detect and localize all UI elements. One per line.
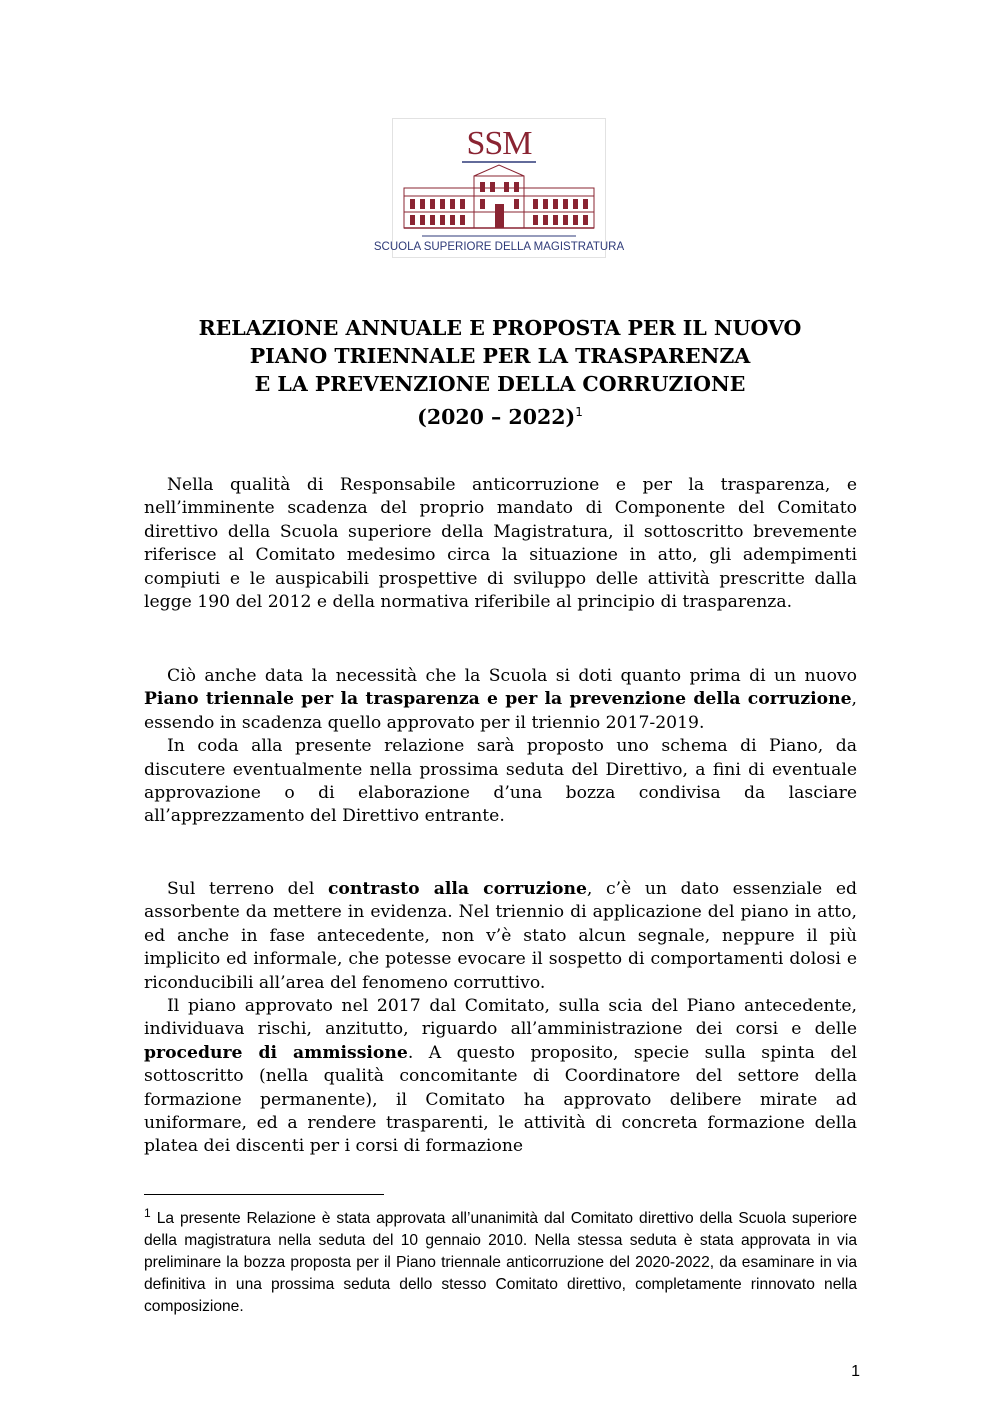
footnote-ref[interactable]: 1 — [575, 405, 583, 419]
ssm-logo — [373, 118, 625, 258]
paragraph-2-bold: Piano triennale per la trasparenza e per la prevenzione della corruzione — [144, 689, 852, 710]
paragraph-2-text-a: Ciò anche data la necessità che la Scuola si doti quanto prima di un nuovo — [167, 666, 857, 686]
title-line-3: E LA PREVENZIONE DELLA CORRUZIONE — [254, 372, 746, 396]
footnote-text: La presente Relazione è stata approvata all’unanimità dal Comitato direttivo della Scuola superiore della magistratura nella seduta del 10 gennaio 2010. Nella stessa seduta è stata approvata in via preliminare la bozza proposta per il Piano triennale anticorruzione del 2020-2022, da esaminare in via definitiva in una prossima seduta dello stesso Comitato direttivo, completamente rinnovato nella composizione. — [144, 1210, 857, 1315]
paragraph-5-text-b: . A questo proposito, specie sulla spinta del sottoscritto (nella qualità concomitante di Coordinatore del settore della formazione permanente), il Comitato ha approvato delibere mirate ad uniformare, ed a rendere trasparenti, le attività di concreta formazione della platea dei discenti per i corsi di formazione — [144, 1042, 857, 1157]
title-line-1: RELAZIONE ANNUALE E PROPOSTA PER IL NUOVO — [198, 316, 802, 340]
page-number: 1 — [851, 1363, 860, 1380]
svg-text:SSM: SSM — [466, 125, 532, 162]
paragraph-5-bold: procedure di ammissione — [144, 1042, 408, 1063]
footnote — [144, 1202, 857, 1318]
paragraph-5-text-a: Il piano approvato nel 2017 dal Comitato, sulla scia del Piano antecedente, individuava rischi, anzitutto, riguardo all’amministrazione dei corsi e delle — [144, 996, 857, 1040]
paragraph-2 — [144, 665, 857, 735]
footnote-number: 1 — [144, 1206, 151, 1220]
paragraph-4-text-b: , c’è un dato essenziale ed assorbente da mettere in evidenza. Nel triennio di applicazione del piano in atto, ed anche in fase antecedente, non v’è stato alcun segnale, neppure il più implicito ed informale, che potesse evocare il sospetto di comportamenti dolosi e riconducibili all’area del fenomeno corruttivo. — [144, 879, 857, 993]
title-years: (2020 – 2022) — [417, 405, 576, 429]
title-line-2: PIANO TRIENNALE PER LA TRASPARENZA — [249, 344, 751, 368]
paragraph-4 — [144, 878, 857, 995]
paragraph-4-text-a: Sul terreno del — [167, 879, 328, 899]
paragraph-1: Nella qualità di Responsabile anticorruzione e per la trasparenza, e nell’imminente scadenza del proprio mandato di Componente del Comitato direttivo della Scuola superiore della Magistratura, il sottoscritto brevemente riferisce al Comitato medesimo circa la situazione in atto, gli adempimenti compiuti e le auspicabili prospettive di sviluppo delle attività prescritte dalla legge 190 del 2012 e della normativa riferibile al principio di trasparenza. — [144, 475, 857, 613]
paragraph-3: In coda alla presente relazione sarà proposto uno schema di Piano, da discutere eventualmente nella prossima seduta del Direttivo, a fini di eventuale approvazione o di elaborazione d’una bozza condivisa da lasciare all’apprezzamento del Direttivo entrante. — [144, 736, 857, 827]
body-section-1 — [144, 474, 857, 614]
footnote-separator — [144, 1194, 384, 1195]
paragraph-2-text-b: , essendo in scadenza quello approvato per il triennio 2017-2019. — [144, 689, 857, 733]
body-section-3 — [144, 878, 857, 1159]
paragraph-5 — [144, 995, 857, 1159]
paragraph-4-bold: contrasto alla corruzione — [327, 879, 587, 899]
body-section-2 — [144, 665, 857, 829]
document-title — [150, 314, 850, 431]
title-line-4 — [150, 398, 850, 431]
logo-subtitle: SCUOLA SUPERIORE DELLA MAGISTRATURA — [373, 241, 625, 253]
